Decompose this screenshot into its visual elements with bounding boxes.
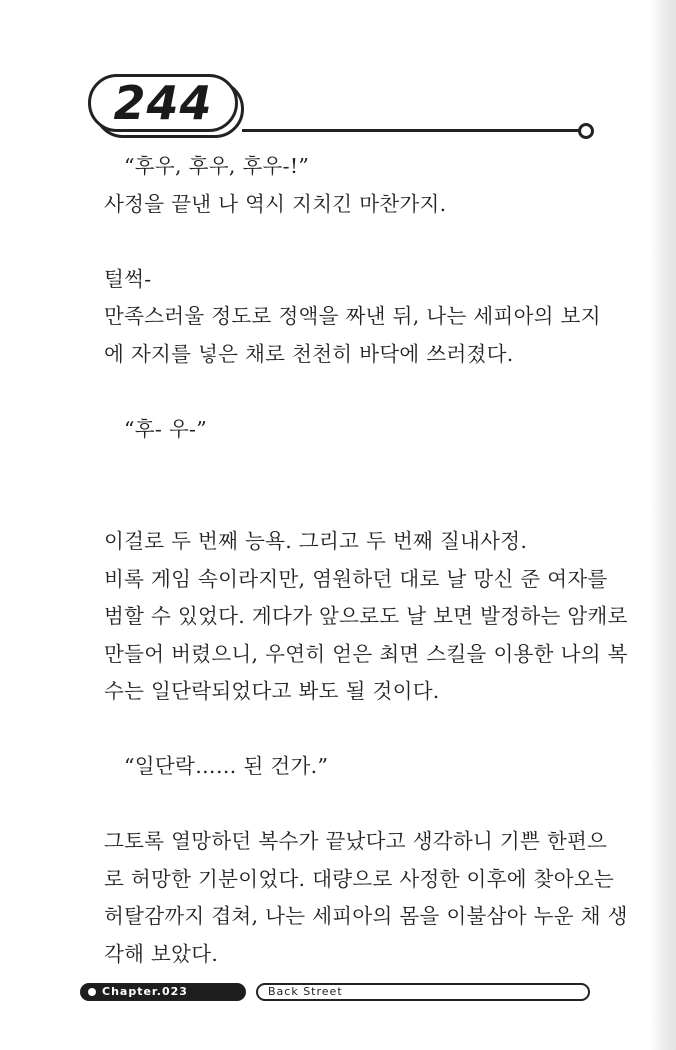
- book-title-badge: Back Street: [256, 983, 590, 1001]
- text-line: 수는 일단락되었다고 봐도 될 것이다.: [104, 679, 440, 703]
- text-line: 만족스러울 정도로 정액을 짜낸 뒤, 나는 세피아의 보지: [104, 304, 601, 328]
- text-line: 비록 게임 속이라지만, 염원하던 대로 날 망신 준 여자를: [104, 566, 608, 591]
- blank-line: [104, 448, 584, 486]
- blank-line: [104, 786, 584, 824]
- text-line: 각해 보았다.: [104, 941, 219, 966]
- text-line: 털썩-: [104, 266, 152, 291]
- page-number: 244: [113, 76, 213, 130]
- text-line: 만들어 버렸으니, 우연히 얻은 최면 스킬을 이용한 나의 복: [104, 641, 628, 666]
- text-line: “후- 우-”: [124, 416, 208, 441]
- text-line: 범할 수 있었다. 게다가 앞으로도 날 보면 발정하는 암캐로: [104, 604, 628, 628]
- blank-line: [104, 486, 584, 524]
- page-footer: [80, 983, 592, 1003]
- header-rule-end-dot: [578, 123, 594, 139]
- text-line: “일단락…… 된 건가.”: [124, 754, 329, 778]
- bullet-dot-icon: [88, 988, 96, 996]
- header-rule: [242, 129, 582, 132]
- text-line: 허탈감까지 겹쳐, 나는 세피아의 몸을 이불삼아 누운 채 생: [104, 904, 628, 928]
- page-edge-shadow: [650, 0, 676, 1050]
- text-line: “후우, 후우, 후우-!”: [124, 154, 310, 178]
- text-line: 로 허망한 기분이었다. 대량으로 사정한 이후에 찾아오는: [104, 866, 615, 891]
- blank-line: [104, 711, 584, 749]
- chapter-label: Chapter.023: [102, 985, 188, 998]
- text-line: 에 자지를 넣은 채로 천천히 바닥에 쓰러졌다.: [104, 341, 514, 366]
- text-line: 그토록 열망하던 복수가 끝났다고 생각하니 기쁜 한편으: [104, 829, 608, 853]
- chapter-badge: [80, 983, 246, 1001]
- page-header: [88, 74, 598, 140]
- blank-line: [104, 373, 584, 411]
- blank-line: [104, 223, 584, 261]
- body-text: [104, 148, 628, 973]
- text-line: 이걸로 두 번째 능욕. 그리고 두 번째 질내사정.: [104, 529, 528, 553]
- text-line: 사정을 끝낸 나 역시 지치긴 마찬가지.: [104, 191, 447, 216]
